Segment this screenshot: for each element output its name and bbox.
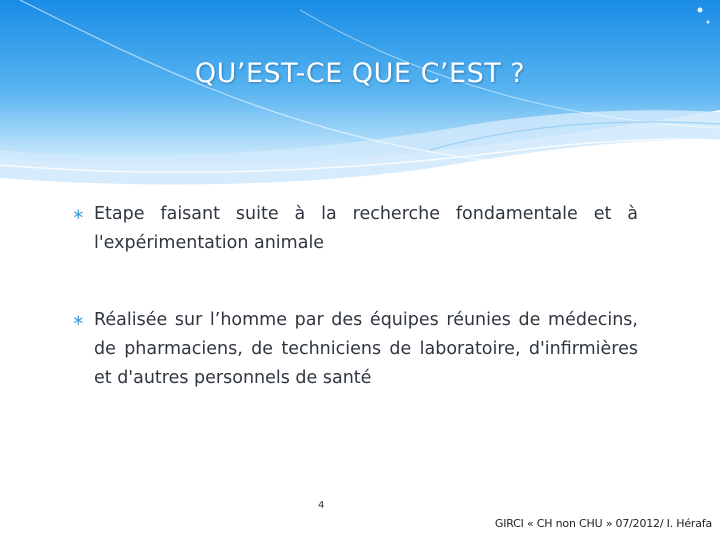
asterisk-bullet-icon: ∗ — [72, 205, 85, 223]
page-number: 4 — [318, 500, 325, 511]
header-wave-background — [0, 0, 720, 190]
slide-header-banner — [0, 0, 720, 190]
slide-title: QU’EST-CE QUE C’EST ? — [194, 58, 526, 89]
bullet-text: Etape faisant suite à la recherche fondamentale et à l'expérimentation animale — [94, 204, 638, 253]
footer-credit: GIRCI « CH non CHU » 07/2012/ I. Hérafa — [494, 517, 712, 530]
bullet-item — [72, 306, 638, 393]
bullet-item — [72, 200, 638, 258]
bullet-text: Réalisée sur l’homme par des équipes réunies de médecins, de pharmaciens, de techniciens de laboratoire, d'infirmières et d'autres personnels de santé — [94, 310, 638, 388]
slide-body — [72, 200, 638, 393]
asterisk-bullet-icon: ∗ — [72, 311, 85, 329]
